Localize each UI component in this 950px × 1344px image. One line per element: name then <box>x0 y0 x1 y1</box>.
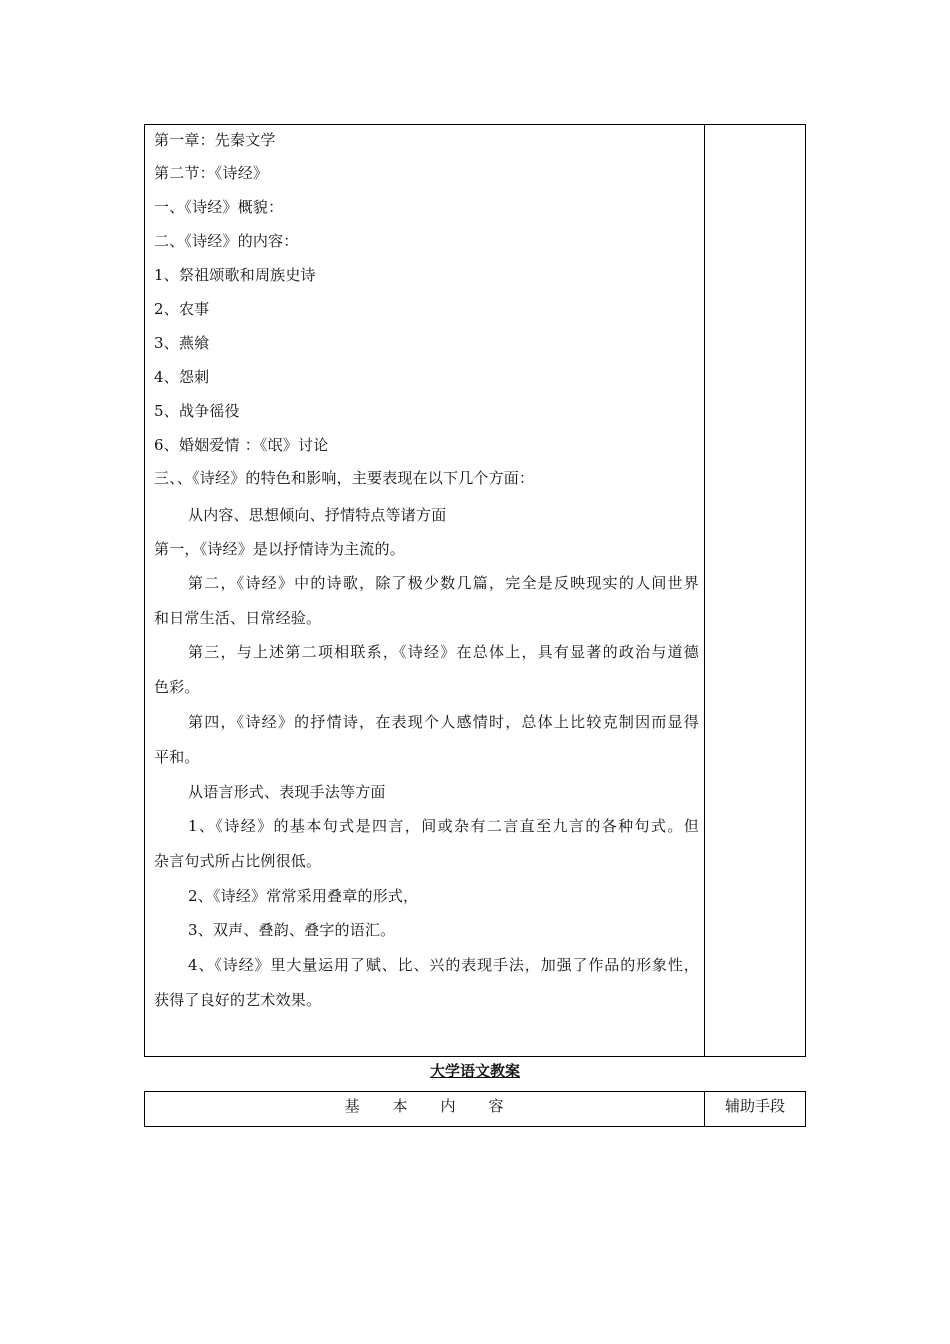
paragraph-line: 2、《诗经》常常采用叠章的形式， <box>188 887 419 905</box>
paragraph-line: 4、《诗经》里大量运用了赋、比、兴的表现手法，加强了作品的形象性， <box>188 956 699 974</box>
subheading-language-aspects: 从语言形式、表现手法等方面 <box>188 783 386 801</box>
paragraph-line: 第四，《诗经》的抒情诗，在表现个人感情时，总体上比较克制因而显得 <box>188 713 699 731</box>
content-item: 3、燕飨 <box>154 334 210 352</box>
paragraph-line: 色彩。 <box>154 678 200 696</box>
paragraph-line: 平和。 <box>154 748 200 766</box>
content-item: 4、怨刺 <box>154 368 210 386</box>
column-divider <box>704 125 705 1056</box>
subheading-content-aspects: 从内容、思想倾向、抒情特点等诸方面 <box>188 506 447 524</box>
aux-column-header: 辅助手段 <box>724 1097 785 1115</box>
paragraph-line: 3、双声、叠韵、叠字的语汇。 <box>188 921 396 939</box>
content-column-header: 基 本 内 容 <box>344 1097 505 1115</box>
paragraph-line: 第三，与上述第二项相联系，《诗经》在总体上，具有显著的政治与道德 <box>188 643 699 661</box>
heading-content: 二、《诗经》的内容： <box>154 232 299 250</box>
heading-overview: 一、《诗经》概貌： <box>154 198 284 216</box>
lesson-content-table <box>144 124 806 1057</box>
paragraph-line: 获得了良好的艺术效果。 <box>154 991 322 1009</box>
section-title: 第二节：《诗经》 <box>154 164 269 182</box>
header-row-table <box>144 1091 806 1127</box>
chapter-title: 第一章：先秦文学 <box>154 131 276 149</box>
paragraph-line: 第一，《诗经》是以抒情诗为主流的。 <box>154 540 405 558</box>
content-item: 1、祭祖颂歌和周族史诗 <box>154 266 316 284</box>
paragraph-line: 杂言句式所占比例很低。 <box>154 852 322 870</box>
content-item: 2、农事 <box>154 300 210 318</box>
content-item: 6、婚姻爱情 ：《氓》讨论 <box>154 436 329 454</box>
heading-features: 三、、《诗经》的特色和影响，主要表现在以下几个方面： <box>154 469 535 487</box>
content-item: 5、战争徭役 <box>154 402 240 420</box>
paragraph-line: 1、《诗经》的基本句式是四言，间或杂有二言直至九言的各种句式。但 <box>188 817 699 835</box>
document-title: 大学语文教案 <box>429 1062 520 1080</box>
paragraph-line: 第二，《诗经》中的诗歌，除了极少数几篇，完全是反映现实的人间世界 <box>188 574 699 592</box>
paragraph-line: 和日常生活、日常经验。 <box>154 609 322 627</box>
